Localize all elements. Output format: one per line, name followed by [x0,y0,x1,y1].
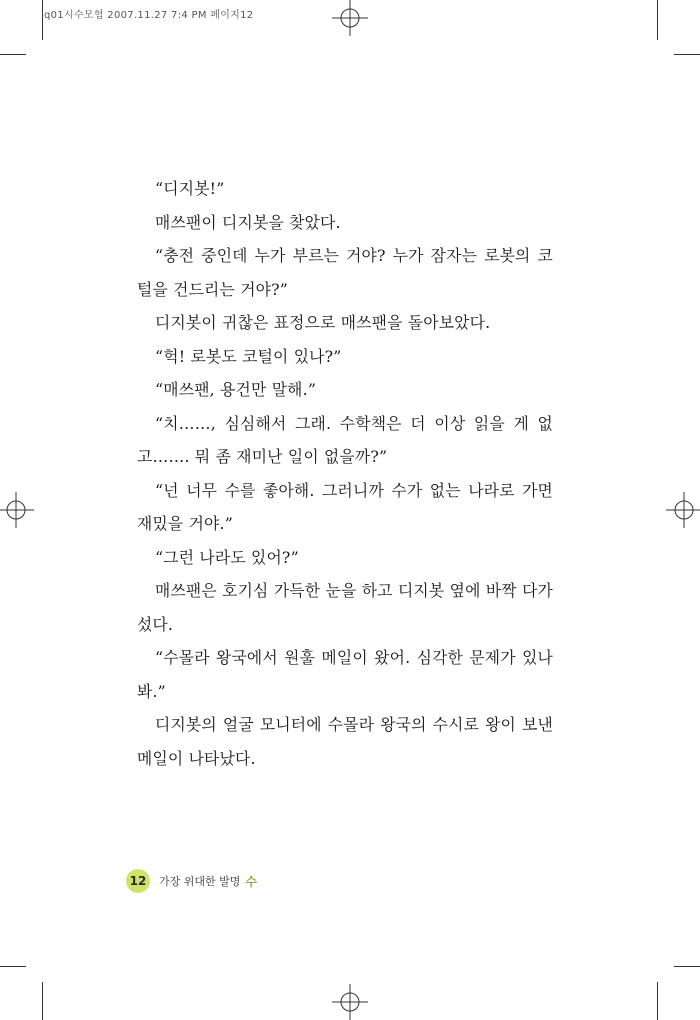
crop-mark-bottom-right-v [657,982,658,1020]
crop-mark-top-right-v [657,0,658,40]
paragraph: 디지봇이 귀찮은 표정으로 매쓰팬을 돌아보았다. [155,313,491,332]
registration-mark-right [656,488,700,532]
paragraph: “매쓰팬, 용건만 말해.” [155,380,317,399]
paragraph: “넌 너무 수를 좋아해. 그러니까 수가 없는 나라로 가면 재밌을 거야.” [137,480,553,533]
story-body [137,172,553,775]
registration-mark-top [328,0,372,44]
running-title-accent: 수 [245,874,257,889]
page-number-badge: 12 [126,869,150,893]
crop-mark-top-left-h [0,54,26,55]
paragraph: 매쓰팬은 호기심 가득한 눈을 하고 디지봇 옆에 바짝 다가섰다. [137,581,553,634]
paragraph: “충전 중인데 누가 부르는 거야? 누가 잠자는 로봇의 코털을 건드리는 거야?” [137,246,553,299]
registration-mark-left [0,488,44,532]
page-footer [126,869,257,893]
running-title: 가장 위대한 발명 [159,875,241,888]
paragraph: “그런 나라도 있어?” [155,547,299,567]
paragraph: “수몰라 왕국에서 원훌 메일이 왔어. 심각한 문제가 있나 봐.” [137,648,553,701]
paragraph: 디지봇의 얼굴 모니터에 수몰라 왕국의 수시로 왕이 보낸 메일이 나타났다. [137,715,553,768]
registration-mark-bottom [328,976,372,1020]
crop-mark-bottom-left-v [42,982,43,1020]
print-slug-line: q01시수모험 2007.11.27 7:4 PM 페이지12 [44,10,254,21]
paragraph: “치……, 심심해서 그래. 수학책은 더 이상 읽을 게 없고……. 뭐 좀 재미난 일이 없을까?” [137,413,553,466]
paragraph: 매쓰팬이 디지봇을 찾았다. [155,212,341,232]
paragraph: “디지봇!” [155,179,225,198]
crop-mark-bottom-left-h [0,966,26,967]
crop-mark-top-left-v [42,0,43,40]
crop-mark-bottom-right-h [674,966,700,967]
crop-mark-top-right-h [674,54,700,55]
paragraph: “헉! 로봇도 코털이 있나?” [155,346,342,366]
